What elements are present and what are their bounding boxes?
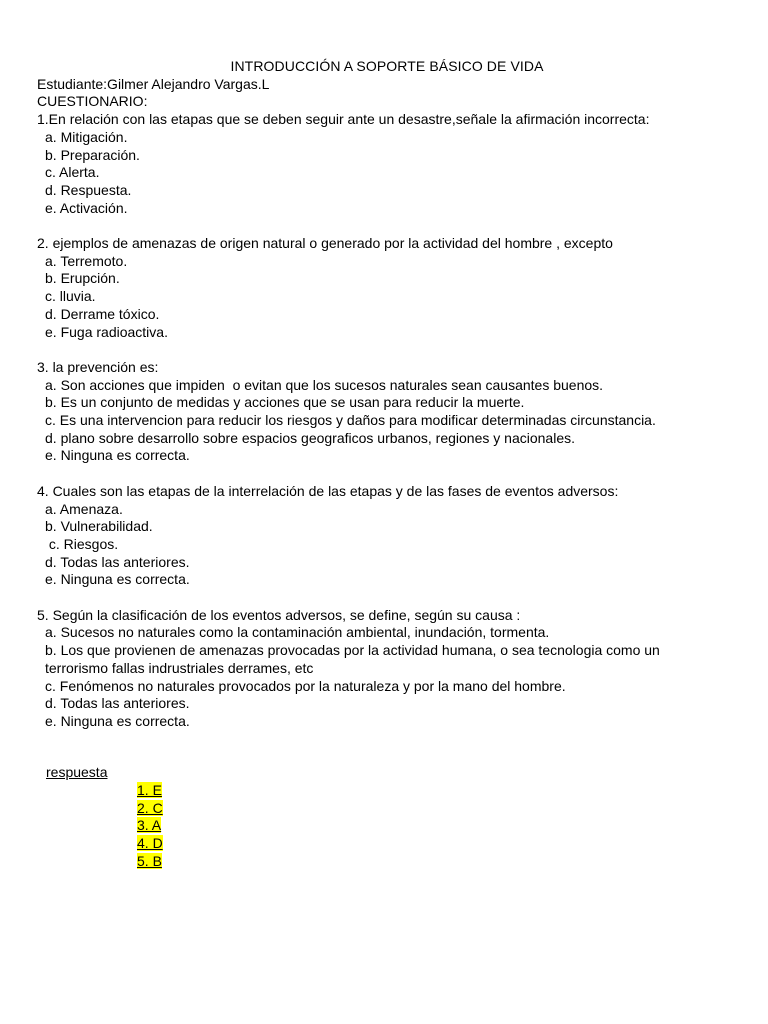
answer-key-label: respuesta [46, 764, 108, 780]
option-e: e. Ninguna es correcta. [45, 712, 190, 729]
answer-text: 5. B [137, 852, 162, 869]
question-text: 3. la prevención es: [37, 358, 159, 375]
option-d: d. plano sobre desarrollo sobre espacios geograficos urbanos, regiones y nacionales. [45, 429, 575, 446]
spacer [37, 217, 737, 235]
option-c: c. lluvia. [45, 288, 96, 305]
answer-item [137, 853, 162, 871]
option-b: b. Preparación. [45, 146, 140, 163]
option-e: e. Ninguna es correcta. [45, 571, 190, 588]
option-a: a. Sucesos no naturales como la contaminación ambiental, inundación, tormenta. [45, 624, 550, 641]
answer-item [137, 800, 163, 818]
question-5 [37, 607, 737, 731]
answer-item [137, 782, 162, 800]
document-page [37, 58, 737, 731]
section-heading: CUESTIONARIO: [37, 93, 148, 110]
option-c: c. Es una intervencion para reducir los riesgos y daños para modificar determinadas circunstancia. [45, 412, 656, 429]
document-title: INTRODUCCIÓN A SOPORTE BÁSICO DE VIDA [230, 58, 544, 74]
answer-list [137, 782, 163, 871]
answer-text: 4. D [137, 835, 163, 852]
answer-text: 1. E [137, 782, 162, 798]
answer-item [137, 817, 161, 835]
option-b: b. Los que provienen de amenazas provocadas por la actividad humana, o sea tecnologia como un terrorismo fallas indrustriales derrames, etc [45, 642, 664, 676]
option-d: d. Todas las anteriores. [45, 553, 190, 570]
question-text: 4. Cuales son las etapas de la interrelación de las etapas y de las fases de eventos adversos: [37, 482, 619, 499]
option-c: c. Fenómenos no naturales provocados por la naturaleza y por la mano del hombre. [45, 677, 566, 694]
spacer [37, 465, 737, 483]
option-c: c. Alerta. [45, 164, 100, 181]
option-a: a. Son acciones que impiden o evitan que los sucesos naturales sean causantes buenos. [45, 376, 604, 393]
option-a: a. Amenaza. [45, 500, 123, 517]
student-name: Estudiante:Gilmer Alejandro Vargas.L [37, 75, 270, 92]
option-e: e. Ninguna es correcta. [45, 447, 190, 464]
question-2 [37, 235, 737, 341]
question-text: 1.En relación con las etapas que se deben seguir ante un desastre,señale la afirmación incorrecta: [37, 111, 650, 128]
spacer [37, 589, 737, 607]
option-d: d. Todas las anteriores. [45, 695, 190, 712]
question-1 [37, 111, 737, 217]
option-b: b. Es un conjunto de medidas y acciones que se usan para reducir la muerte. [45, 394, 525, 411]
question-3 [37, 359, 737, 465]
option-b: b. Erupción. [45, 270, 120, 287]
option-a: a. Terremoto. [45, 252, 128, 269]
answer-text: 3. A [137, 817, 162, 834]
answer-text: 2. C [137, 799, 163, 816]
question-text: 2. ejemplos de amenazas de origen natural o generado por la actividad del hombre , excepto [37, 235, 613, 252]
option-c: c. Riesgos. [45, 535, 119, 552]
option-e: e. Fuga radioactiva. [45, 323, 168, 340]
spacer [37, 341, 737, 359]
answer-item [137, 835, 163, 853]
question-text: 5. Según la clasificación de los eventos adversos, se define, según su causa : [37, 606, 521, 623]
answer-key [46, 764, 163, 869]
option-e: e. Activación. [45, 199, 128, 216]
option-d: d. Respuesta. [45, 181, 132, 198]
option-a: a. Mitigación. [45, 128, 128, 145]
question-4 [37, 483, 737, 589]
option-d: d. Derrame tóxico. [45, 305, 160, 322]
option-b: b. Vulnerabilidad. [45, 518, 153, 535]
